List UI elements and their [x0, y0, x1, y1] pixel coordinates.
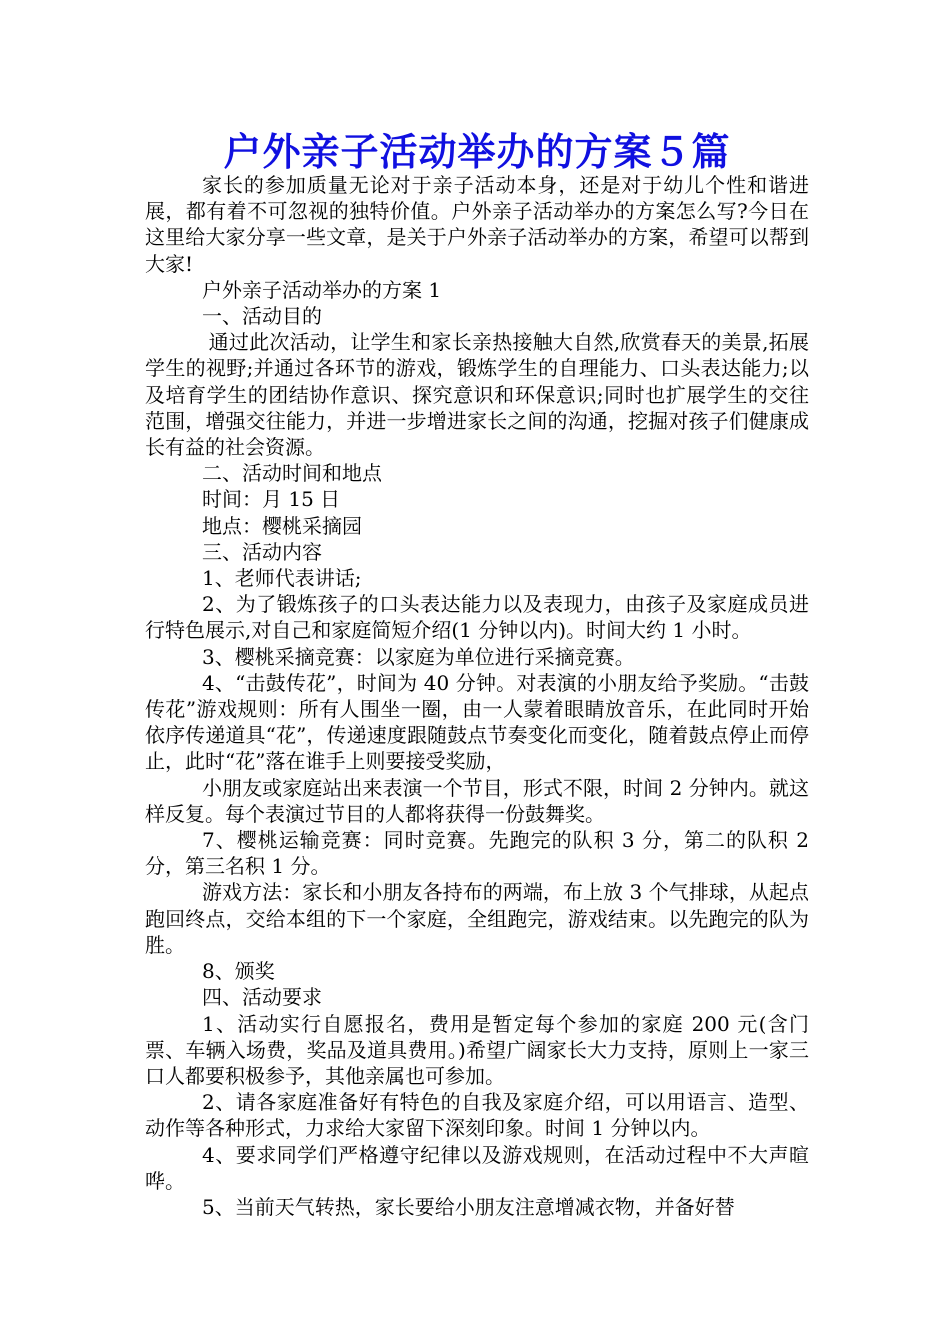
section-title-plan-1: 户外亲子活动举办的方案 1 — [202, 277, 442, 302]
content-item-4: 4、“击鼓传花”，时间为 40 分钟。对表演的小朋友给予奖励。“击鼓传花”游戏规则：所有人围坐一圈，由一人蒙着眼睛放音乐，在此同时开始依序传递道具“花”，传递速度跟随鼓点节奏变化而变化，随着鼓点停止而停止，此时“花”落在谁手上则要接受奖励， — [145, 670, 809, 774]
requirement-4: 4、要求同学们严格遵守纪律以及游戏规则，在活动过程中不大声暄哗。 — [145, 1142, 809, 1193]
document-title: 户外亲子活动举办的方案５篇 — [223, 130, 731, 174]
content-item-3: 3、樱桃采摘竞赛：以家庭为单位进行采摘竞赛。 — [202, 644, 635, 669]
content-item-2: 2、为了锻炼孩子的口头表达能力以及表现力，由孩子及家庭成员进行特色展示,对自己和家庭简短介绍(1 分钟以内)。时间大约 1 小时。 — [145, 592, 809, 643]
game-method: 游戏方法：家长和小朋友各持布的两端，布上放 3 个气排球，从起点跑回终点，交给本组的下一个家庭，全组跑完，游戏结束。以先跑完的队为胜。 — [145, 880, 809, 957]
requirement-5: 5、当前天气转热，家长要给小朋友注意增减衣物，并备好替 — [202, 1194, 735, 1219]
heading-requirements: 四、活动要求 — [202, 985, 322, 1010]
document-page — [145, 128, 816, 1220]
document-body — [145, 172, 816, 1220]
content-item-1: 1、老师代表讲话; — [202, 566, 362, 591]
requirement-1: 1、活动实行自愿报名，费用是暂定每个参加的家庭 200 元(含门票、车辆入场费，奖品及道具费用。)希望广阔家长大力支持，原则上一家三口人都要积极参予，其他亲属也可参加。 — [145, 1011, 809, 1088]
requirement-2: 2、请各家庭准备好有特色的自我及家庭介绍，可以用语言、造型、动作等各种形式，力求给大家留下深刻印象。时间 1 分钟以内。 — [145, 1090, 809, 1141]
content-item-8: 8、颁奖 — [202, 959, 275, 984]
place-line: 地点：樱桃采摘园 — [202, 513, 362, 538]
purpose-paragraph: 通过此次活动，让学生和家长亲热接触大自然,欣赏春天的美景,拓展学生的视野;并通过各环节的游戏，锻炼学生的自理能力、口头表达能力;以及培育学生的团结协作意识、探究意识和环保意识;同时也扩展学生的交往范围，增强交往能力，并进一步增进家长之间的沟通，挖掘对孩子们健康成长有益的社会资源。 — [145, 330, 810, 460]
heading-purpose: 一、活动目的 — [202, 304, 322, 329]
heading-content: 三、活动内容 — [202, 539, 322, 564]
intro-paragraph: 家长的参加质量无论对于亲子活动本身，还是对于幼儿个性和谐进展，都有着不可忽视的独特价值。户外亲子活动举办的方案怎么写?今日在这里给大家分享一些文章，是关于户外亲子活动举办的方案，希望可以帮到大家! — [145, 173, 809, 276]
content-item-4-continued: 小朋友或家庭站出来表演一个节目，形式不限，时间 2 分钟内。就这样反复。每个表演过节目的人都将获得一份鼓舞奖。 — [145, 775, 809, 826]
heading-time-place: 二、活动时间和地点 — [202, 461, 382, 486]
time-line: 时间：月 15 日 — [202, 487, 341, 512]
content-item-7: 7、樱桃运输竞赛：同时竞赛。先跑完的队积 3 分，第二的队积 2 分，第三名积 1 分。 — [145, 828, 816, 879]
